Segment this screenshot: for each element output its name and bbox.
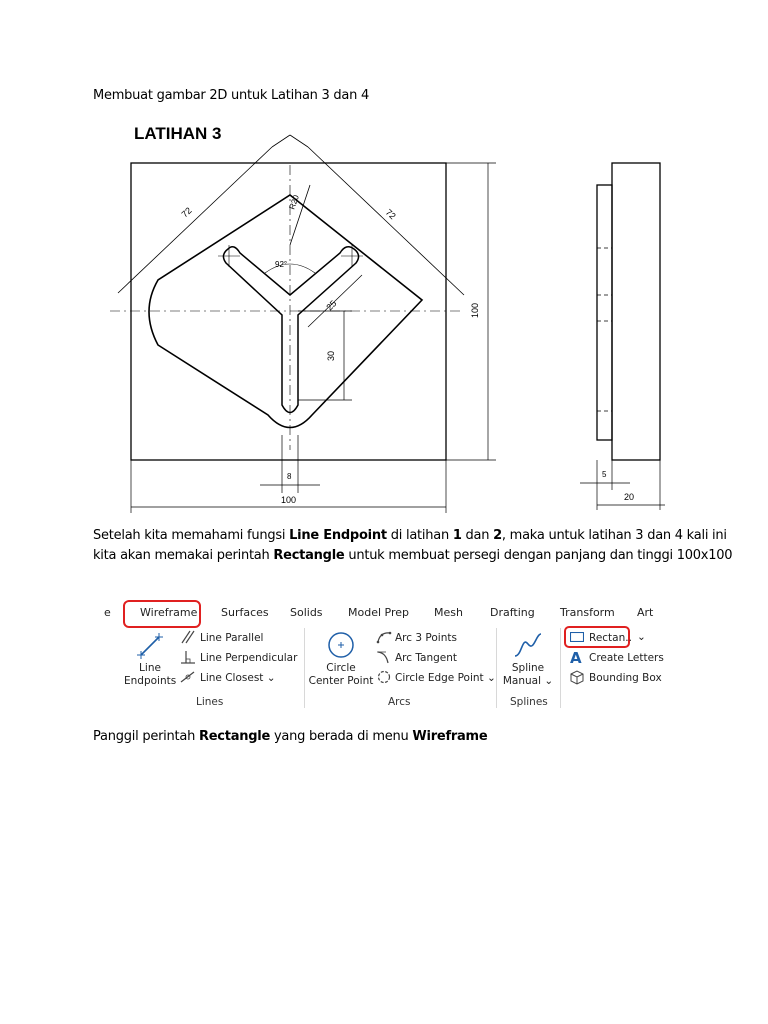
spline-label-1: Spline bbox=[511, 662, 545, 674]
tab-wireframe[interactable]: Wireframe bbox=[140, 606, 198, 619]
tab-surfaces[interactable]: Surfaces bbox=[221, 606, 269, 619]
centerlines bbox=[110, 165, 460, 450]
tab-solids[interactable]: Solids bbox=[290, 606, 323, 619]
separator bbox=[496, 628, 497, 708]
cad-ribbon bbox=[104, 598, 666, 714]
rectangle-label: Rectan.. bbox=[589, 632, 632, 644]
diagonal-dim-lines bbox=[118, 135, 464, 295]
separator bbox=[304, 628, 305, 708]
tab-home-partial[interactable]: e bbox=[104, 606, 111, 619]
line-endpoints-label-1: Line bbox=[139, 662, 161, 674]
arc-tangent-label: Arc Tangent bbox=[395, 652, 458, 664]
chevron-down-icon[interactable]: ⌄ bbox=[637, 631, 646, 643]
paragraph-3: Panggil perintah Rectangle yang berada di menu Wireframe bbox=[93, 729, 488, 744]
circle-label-2: Center Point bbox=[308, 675, 374, 687]
line-parallel-icon bbox=[180, 630, 196, 644]
arc-3-points-icon bbox=[376, 630, 392, 644]
dim-20: 20 bbox=[624, 492, 635, 502]
circle-icon bbox=[326, 630, 356, 660]
dim-8: 8 bbox=[287, 472, 292, 481]
side-view-hidden-lines bbox=[597, 248, 612, 411]
dim-8-lines bbox=[260, 435, 320, 493]
circle-label-1: Circle bbox=[326, 662, 356, 674]
line-endpoints-label-2: Endpoints bbox=[124, 675, 177, 687]
arcs-group-label: Arcs bbox=[388, 696, 411, 708]
dim-angle: 92° bbox=[275, 260, 288, 269]
letters-icon: A bbox=[570, 649, 582, 667]
dim-100-width-lines bbox=[131, 460, 446, 513]
dim-25: 25 bbox=[324, 298, 339, 313]
spline-icon bbox=[512, 630, 544, 660]
paragraph-2-line-2: kita akan memakai perintah Rectangle untuk membuat persegi dengan panjang dan tinggi 100x100 bbox=[93, 548, 733, 563]
side-view-dim-lines bbox=[580, 460, 665, 510]
arc-3-points-label: Arc 3 Points bbox=[395, 632, 457, 644]
tab-model-prep[interactable]: Model Prep bbox=[348, 606, 409, 619]
chevron-down-icon: ⌄ bbox=[487, 672, 496, 684]
dim-r20: R20 bbox=[287, 193, 301, 211]
tab-mesh[interactable]: Mesh bbox=[434, 606, 463, 619]
chevron-down-icon: ⌄ bbox=[266, 672, 276, 684]
separator bbox=[560, 628, 561, 708]
circle-edge-point-label: Circle Edge Point ⌄ bbox=[395, 672, 496, 684]
heading-text: Membuat gambar 2D untuk Latihan 3 dan 4 bbox=[93, 88, 370, 103]
dim-30: 30 bbox=[326, 350, 336, 361]
dim-100-width: 100 bbox=[281, 495, 297, 505]
line-perpendicular-icon bbox=[180, 650, 196, 664]
dim-72-left: 72 bbox=[179, 205, 194, 220]
line-perpendicular-label: Line Perpendicular bbox=[200, 652, 298, 664]
arc-tangent-icon bbox=[376, 650, 392, 664]
chevron-down-icon: ⌄ bbox=[544, 675, 554, 687]
dim-30-lines bbox=[298, 311, 352, 400]
bounding-box-icon bbox=[569, 670, 584, 685]
drawing-title: LATIHAN 3 bbox=[134, 124, 222, 143]
tab-transform[interactable]: Transform bbox=[560, 606, 615, 619]
circle-edge-point-icon bbox=[376, 670, 392, 684]
tab-art[interactable]: Art bbox=[637, 606, 654, 619]
rectangle-icon bbox=[570, 632, 584, 642]
side-view-body bbox=[612, 163, 660, 460]
technical-drawing bbox=[100, 115, 670, 515]
paragraph-2-line-1: Setelah kita memahami fungsi Line Endpoint di latihan 1 dan 2, maka untuk latihan 3 dan 4 kali ini bbox=[93, 528, 727, 543]
line-endpoints-icon bbox=[136, 632, 164, 660]
dim-72-right: 72 bbox=[383, 207, 398, 222]
radius-line bbox=[290, 185, 310, 245]
splines-group-label: Splines bbox=[510, 696, 548, 708]
line-closest-icon bbox=[180, 670, 196, 684]
line-closest-label: Line Closest ⌄ bbox=[200, 672, 276, 684]
dim-5: 5 bbox=[602, 470, 607, 479]
create-letters-label: Create Letters bbox=[589, 652, 664, 664]
line-parallel-label: Line Parallel bbox=[200, 632, 264, 644]
bounding-box-label: Bounding Box bbox=[589, 672, 662, 684]
tab-drafting[interactable]: Drafting bbox=[490, 606, 535, 619]
side-view-step bbox=[597, 185, 612, 440]
dim-100-height: 100 bbox=[470, 302, 480, 318]
lines-group-label: Lines bbox=[196, 696, 224, 708]
spline-label-2: Manual ⌄ bbox=[502, 675, 554, 687]
